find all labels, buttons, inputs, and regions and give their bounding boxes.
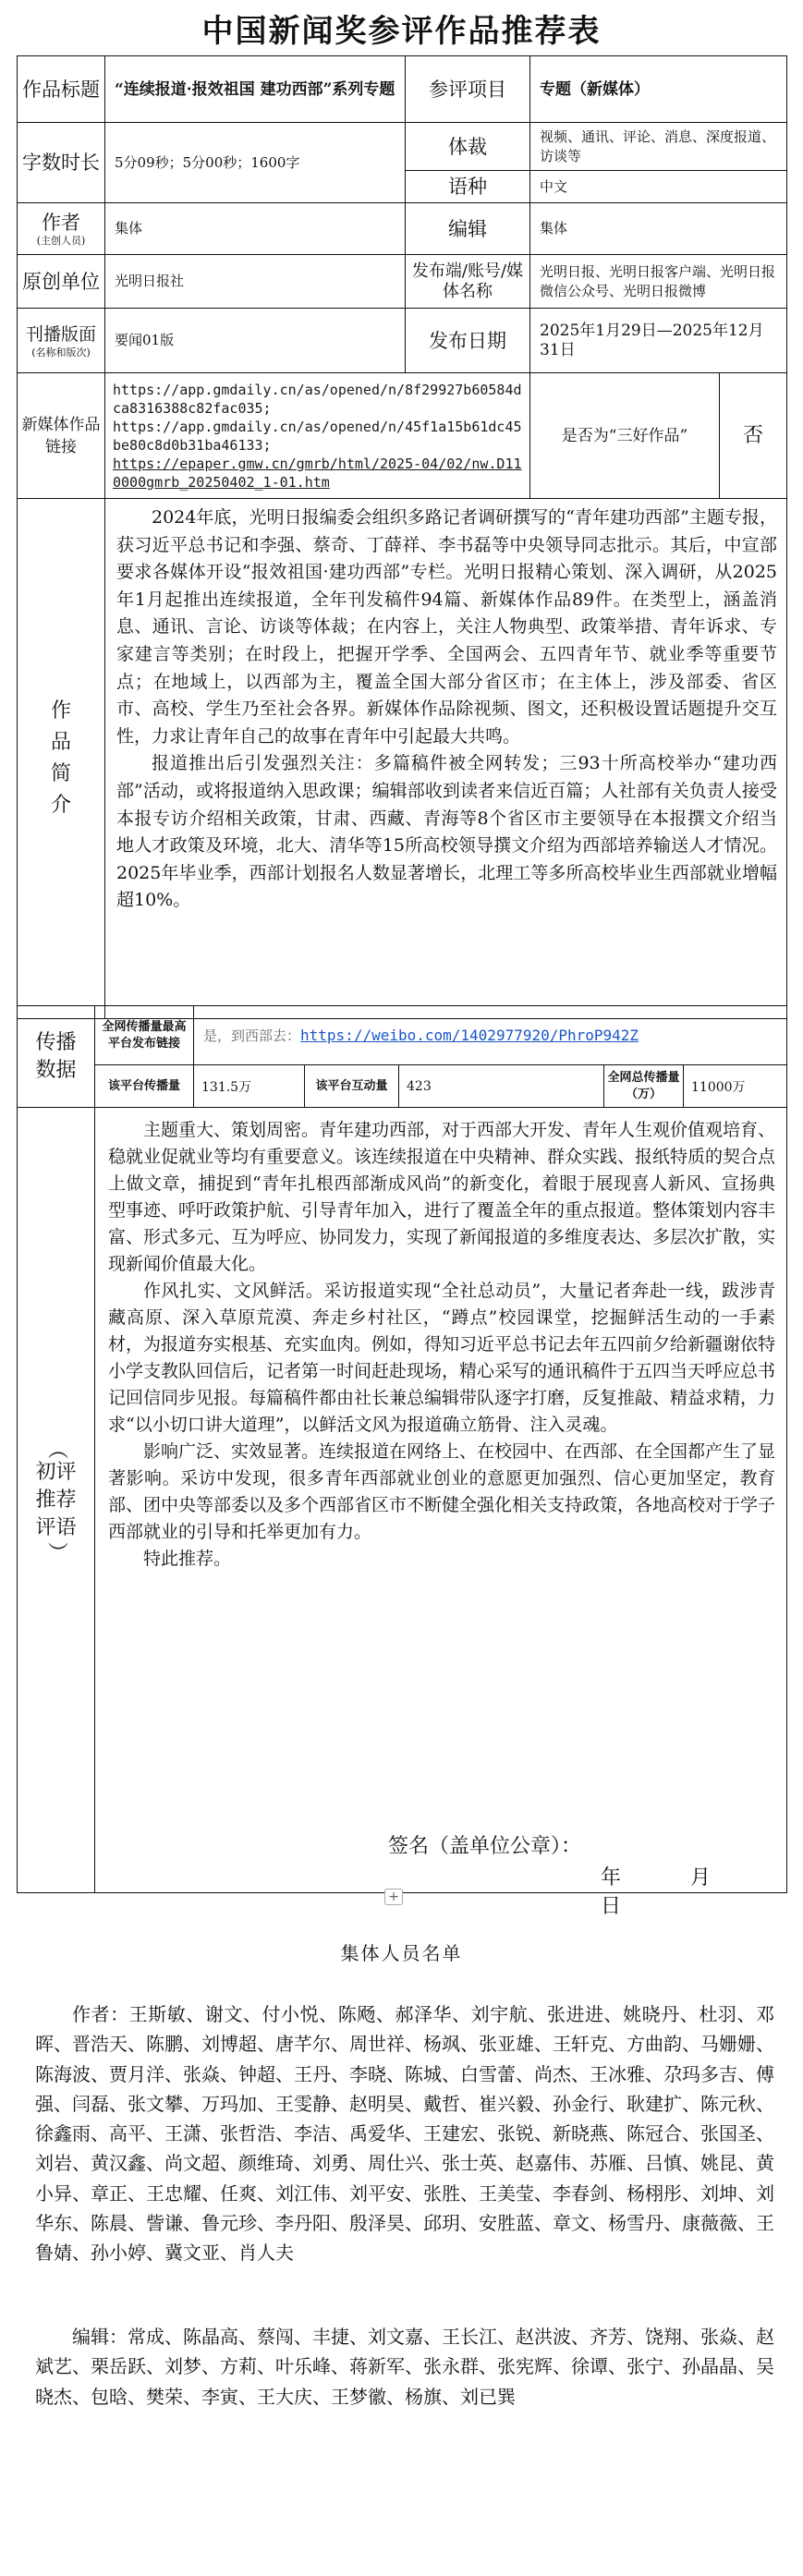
signature-date: 年 月 日 [601, 1866, 742, 1918]
review-label-inner [34, 1439, 79, 1562]
top-platform-label: 全网传播量最高平台发布链接 [95, 1006, 194, 1065]
members-authors: 作者：王斯敏、谢文、付小悦、陈飏、郝泽华、刘宇航、张进进、姚晓丹、杜羽、邓晖、晋浩天、陈鹏、刘博超、唐芊尔、周世祥、杨飒、张亚雄、王轩克、方曲韵、马姗姗、陈海波、贾月洋、张焱、钟超、王丹、李晓、陈城、白雪蕾、尚杰、王冰雅、尕玛多吉、傅强、闫磊、张文攀、万玛加、王雯静、赵明昊、戴哲、崔兴毅、孙金行、耿建扩、陈元秋、徐鑫雨、高平、王潇、张哲浩、李洁、禹爱华、王建宏、张锐、新晓燕、陈冠合、张国圣、刘岩、黄汉鑫、尚文超、颜维琦、刘勇、周仕兴、张士英、赵嘉伟、苏雁、吕慎、姚昆、黄小异、章正、王忠耀、任爽、刘江伟、刘平安、张胜、王美莹、李春剑、杨栩彤、刘坤、刘华东、陈晨、訾谦、鲁元珍、李丹阳、殷泽昊、邱玥、安胜蓝、章文、杨雪丹、康薇薇、王鲁婧、孙小婷、冀文亚、肖人夫 [35, 2003, 774, 2265]
length-label: 字数时长 [18, 123, 105, 203]
category-value: 专题（新媒体） [530, 56, 787, 123]
genre-value: 视频、通讯、评论、消息、深度报道、访谈等 [530, 123, 787, 171]
date-label: 发布日期 [406, 309, 530, 373]
review-label-open-paren: （ [44, 1438, 68, 1459]
page-value: 要闻01版 [105, 309, 406, 373]
review-paragraph-4: 特此推荐。 [143, 1549, 232, 1569]
author-label-cell [18, 203, 105, 255]
signature-line: 签名（盖单位公章）： [388, 1835, 582, 1858]
platform-interaction-label: 该平台互动量 [305, 1065, 399, 1108]
three-good-value: 否 [720, 373, 787, 499]
links-label: 新媒体作品链接 [18, 373, 105, 499]
work-link-1[interactable]: https://app.gmdaily.cn/as/opened/n/8f29927b60584dca8316388c82fac035; [113, 381, 522, 417]
intro-label [18, 499, 105, 1019]
review-label-text: 初评推荐评语 [35, 1460, 77, 1539]
links-cell [105, 373, 530, 499]
platform-volume-value: 131.5万 [194, 1065, 305, 1108]
members-title: 集体人员名单 [340, 1942, 463, 1964]
category-label: 参评项目 [406, 56, 530, 123]
spread-review-table [17, 1005, 787, 1893]
page-sublabel: (名称和版次) [31, 346, 91, 358]
publisher-value: 光明日报、光明日报客户端、光明日报微信公众号、光明日报微博 [530, 255, 787, 309]
work-link-2[interactable]: https://app.gmdaily.cn/as/opened/n/45f1a15b61dc45be80c8d0b31ba46133; [113, 418, 522, 454]
page-label: 刊播版面 [25, 323, 96, 345]
review-paragraph-1: 主题重大、策划周密。青年建功西部，对于西部大开发、青年人生观价值观培育、稳就业促就业等均有重要意义。该连续报道在中央精神、群众实践、报纸特质的契合点上做文章，捕捉到“青年扎根西部渐成风尚”的新变化，着眼于展现喜人新风、宣扬典型事迹、呼吁政策护航、引导青年加入，进行了覆盖全年的重点报道。整体策划内容丰富、形式多元、互为呼应、协同发力，实现了新闻报道的多维度表达、多层次扩散，实现新闻价值最大化。 [108, 1120, 776, 1274]
intro-body [105, 499, 787, 1019]
nomination-table [17, 55, 787, 1019]
language-value: 中文 [530, 171, 787, 203]
author-value: 集体 [105, 203, 406, 255]
platform-interaction-value: 423 [399, 1065, 604, 1108]
genre-label: 体裁 [406, 123, 530, 171]
publisher-label: 发布端/账号/媒体名称 [406, 255, 530, 309]
members-editors: 编辑：常成、陈晶高、蔡闯、丰捷、刘文嘉、王长江、赵洪波、齐芳、饶翔、张焱、赵斌艺、栗岳跃、刘梦、方莉、叶乐峰、蒋新军、张永群、张宪辉、徐谭、张宁、孙晶晶、吴晓杰、包晗、樊荣、李寅、王大庆、王梦徽、杨旗、刘已巽 [35, 2326, 774, 2408]
platform-volume-label: 该平台传播量 [95, 1065, 194, 1108]
spread-label-text: 传播数据 [35, 1030, 77, 1082]
total-volume-value: 11000万 [684, 1065, 787, 1108]
origin-value: 光明日报社 [105, 255, 406, 309]
intro-paragraph-2: 报道推出后引发强烈关注：多篇稿件被全网转发；三93十所高校举办“建功西部”活动，或将报道纳入思政课；编辑部收到读者来信近百篇；人社部有关负责人接受本报专访介绍相关政策，甘肃、西藏、青海等8个省区市主要领导在本报撰文介绍当地人才政策及环境，北大、清华等15所高校领导撰文介绍为西部培养输送人才情况。2025年毕业季，西部计划报名人数显著增长，北理工等多所高校毕业生西部就业增幅超10%。 [116, 753, 777, 911]
work-title-value: “连续报道·报效祖国 建功西部”系列专题 [105, 56, 406, 123]
three-good-label: 是否为“三好作品” [530, 373, 720, 499]
author-sublabel: (主创人员) [36, 234, 86, 247]
language-label: 语种 [406, 171, 530, 203]
editor-value: 集体 [530, 203, 787, 255]
review-paragraph-3: 影响广泛、实效显著。连续报道在网络上、在校园中、在西部、在全国都产生了显著影响。采访中发现，很多青年西部就业创业的意愿更加强烈、信心更加坚定，教育部、团中央等部委以及多个西部省区市不断健全强化相关支持政策，各地高校对于学子西部就业的引导和托举更加有力。 [108, 1441, 776, 1542]
editor-label: 编辑 [406, 203, 530, 255]
review-body [95, 1108, 787, 1893]
total-volume-label: 全网总传播量（万） [604, 1065, 684, 1108]
top-platform-prefix: 是，到西部去： [203, 1027, 301, 1044]
page-label-cell [18, 309, 105, 373]
top-platform-link[interactable]: https://weibo.com/1402977920/PhroP942Z [300, 1027, 639, 1044]
spread-label [18, 1006, 95, 1108]
review-label-close-paren: ） [44, 1541, 68, 1562]
review-paragraph-2: 作风扎实、文风鲜活。采访报道实现“全社总动员”，大量记者奔赴一线，跋涉青藏高原、深入草原荒漠、奔走乡村社区，“蹲点”校园课堂，挖掘鲜活生动的一手素材，为报道夯实根基、充实血肉。例如，得知习近平总书记去年五四前夕给新疆谢依特小学支教队回信后，记者第一时间赶赴现场，精心采写的通讯稿件于五四当天呼应总书记回信同步见报。每篇稿件都由社长兼总编辑带队逐字打磨，反复推敲、精益求精，力求“以小切口讲大道理”，以鲜活文风为报道确立筋骨、注入灵魂。 [108, 1281, 776, 1435]
author-label: 作者 [42, 211, 80, 234]
document-title: 中国新闻奖参评作品推荐表 [201, 13, 602, 50]
work-title-label: 作品标题 [18, 56, 105, 123]
work-link-3[interactable]: https://epaper.gmw.cn/gmrb/html/2025-04/02/nw.D110000gmrb_20250402_1-01.htm [113, 455, 522, 491]
origin-label: 原创单位 [18, 255, 105, 309]
top-platform-cell [194, 1006, 787, 1065]
date-value: 2025年1月29日—2025年12月31日 [530, 309, 787, 373]
review-label [18, 1108, 95, 1893]
add-row-icon[interactable]: + [384, 1889, 403, 1905]
intro-paragraph-1: 2024年底，光明日报编委会组织多路记者调研撰写的“青年建功西部”主题专报，获习近平总书记和李强、蔡奇、丁薛祥、李书磊等中央领导同志批示。其后，中宣部要求各媒体开设“报效祖国·建功西部”专栏。光明日报精心策划、深入调研，从2025年1月起推出连续报道，全年刊发稿件94篇、新媒体作品89件。在类型上，涵盖消息、通讯、言论、访谈等体裁；在内容上，关注人物典型、政策举措、青年诉求、专家建言等类别；在时段上，把握开学季、全国两会、五四青年节、就业季等重要节点；在地域上，以西部为主，覆盖全国大部分省区市；在主体上，涉及部委、省区市、高校、学生乃至社会各界。新媒体作品除视频、图文，还积极设置话题提升交互性，力求让青年自己的故事在青年中引起最大共鸣。 [116, 507, 777, 747]
intro-label-text: 作品简介 [50, 699, 71, 817]
length-value: 5分09秒；5分00秒；1600字 [105, 123, 406, 203]
